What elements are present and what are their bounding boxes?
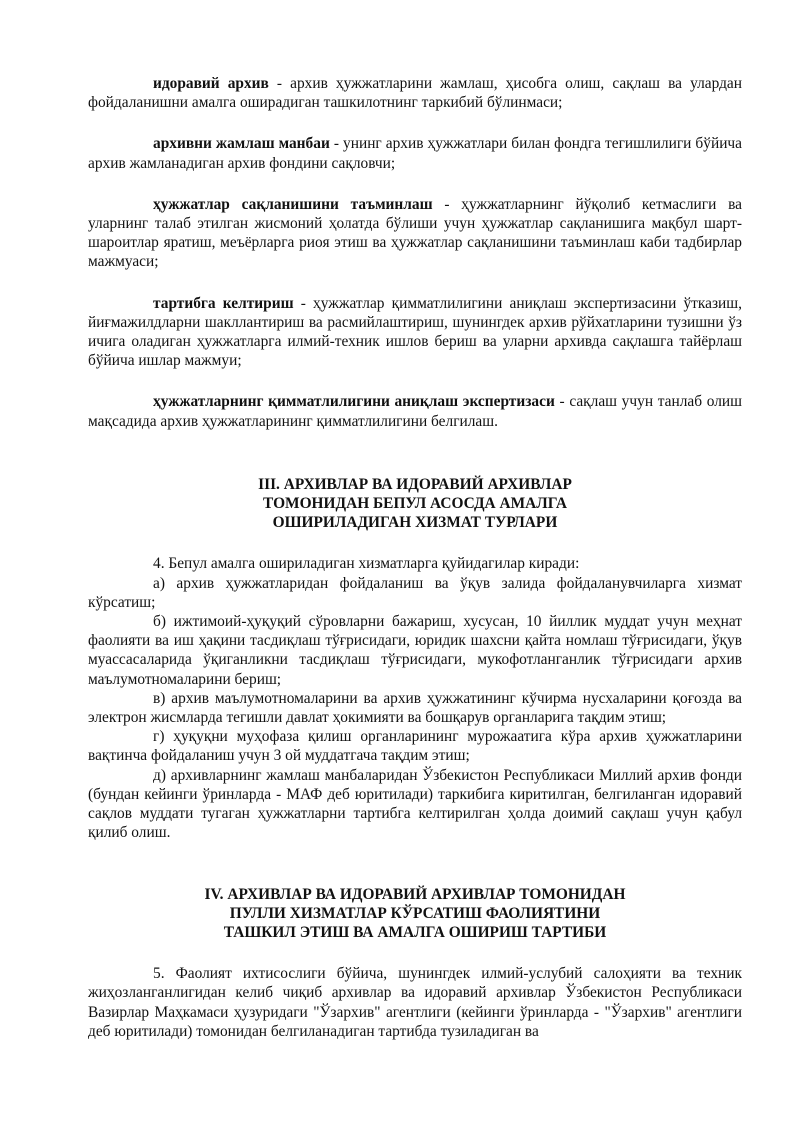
heading-line: ОШИРИЛАДИГАН ХИЗМАТ ТУРЛАРИ <box>272 514 558 532</box>
section-3-paragraph: 4. Бепул амалга ошириладиган хизматларга қуйидагилар киради: <box>153 555 580 573</box>
section-3-paragraph: г) ҳуқуқни муҳофаза қилиш органларининг мурожаатига кўра архив ҳужжатларини вақтинча фойдаланиш учун 3 ой муддатгача тақдим этиш; <box>88 728 742 765</box>
definition-term: тартибга келтириш <box>153 294 294 312</box>
heading-line: ТАШКИЛ ЭТИШ ВА АМАЛГА ОШИРИШ ТАРТИБИ <box>223 923 607 941</box>
section-3-paragraph: б) ижтимоий-ҳуқуқий сўровларни бажариш, хусусан, 10 йиллик муддат учун меҳнат фаолияти ва иш ҳақини тасдиқлаш тўғрисидаги, юридик шахсни қайта номлаш тўғрисидаги, ўқув муассасаларида ўқиганликни тасдиқлаш тўғрисидаги, мукофотланганлик тўғрисидаги архив маълумотномаларини бериш; <box>88 613 742 688</box>
heading-line: IV. АРХИВЛАР ВА ИДОРАВИЙ АРХИВЛАР ТОМОНИДАН <box>204 885 626 903</box>
definition-term: ҳужжатлар сақланишини таъминлаш <box>153 195 433 213</box>
definition-paragraph <box>88 294 742 371</box>
section-4-paragraph: 5. Фаолият ихтисослиги бўйича, шунингдек илмий-услубий салоҳияти ва техник жиҳозланганлигидан келиб чиқиб архивлар ва идоравий архивлар Ўзбекистон Республикаси Вазирлар Маҳкамаси ҳузуридаги "Ўзархив" агентлиги (кейинги ўринларда - "Ўзархив" агентлиги деб юритилади) томонидан белгиланадиган тартибда тузиладиган ва <box>88 965 742 1040</box>
section-4-heading <box>88 885 742 943</box>
section-3-paragraph: в) архив маълумотномаларини ва архив ҳужжатининг кўчирма нусхаларини қоғозда ва электрон жисмларда тегишли давлат ҳокимияти ва бошқарув органларига тақдим этиш; <box>88 689 742 727</box>
heading-line: ПУЛЛИ ХИЗМАТЛАР КЎРСАТИШ ФАОЛИЯТИНИ <box>229 904 601 922</box>
definition-paragraph <box>88 134 742 172</box>
section-3-heading <box>88 475 742 533</box>
definition-paragraph <box>88 392 742 430</box>
section-3-paragraph: а) архив ҳужжатларидан фойдаланиш ва ўқув залида фойдаланувчиларга хизмат кўрсатиш; <box>88 574 742 611</box>
definition-paragraph <box>88 74 742 112</box>
definition-text: - ҳужжатларнинг йўқолиб кетмаслиги ва уларнинг талаб этилган жисмоний ҳолатда бўлиши учун ҳужжатлар сақланишига мақбул шарт-шароитлар яратиш, меъёрларга риоя этиш ва ҳужжатлар сақланишини таъминлаш каби тадбирлар мажмуаси; <box>88 195 742 271</box>
definition-text: - сақлаш учун танлаб олиш мақсадида архив ҳужжатларининг қимматлилигини белгилаш. <box>88 393 742 430</box>
section-3-paragraph: д) архивларнинг жамлаш манбаларидан Ўзбекистон Республикаси Миллий архив фонди (бундан кейинги ўринларда - МАФ деб юритилади) таркибига киритилган, белгиланган идоравий сақлов муддати тугаган ҳужжатларни тартибга келтирилган ҳолда доимий сақлаш учун қабул қилиб олиш. <box>88 766 742 842</box>
definition-text: - архив ҳужжатларини жамлаш, ҳисобга олиш, сақлаш ва улардан фойдаланишни амалга оширадиган ташкилотнинг таркибий бўлинмаси; <box>88 75 742 112</box>
definition-term: идоравий архив <box>153 75 269 92</box>
document-page <box>88 74 742 1041</box>
heading-line: ТОМОНИДАН БЕПУЛ АСОСДА АМАЛГА <box>263 495 567 513</box>
definition-term: ҳужжатларнинг қимматлилигини аниқлаш экспертизаси <box>153 393 555 411</box>
definition-text: - ҳужжатлар қимматлилигини аниқлаш экспертизасини ўтказиш, йиғмажилдларни шакллантириш ва расмийлаштириш, шунингдек архив рўйхатларини тузишни ўз ичига оладиган ҳужжатларга илмий-техник ишлов бериш ва уларни архивда сақлашга тайёрлаш бўйича ишлар мажмуи; <box>88 294 742 370</box>
definition-text: - унинг архив ҳужжатлари билан фондга тегишлилиги бўйича архив жамланадиган архив фондини сақловчи; <box>88 135 742 172</box>
definition-paragraph <box>88 195 742 272</box>
heading-line: III. АРХИВЛАР ВА ИДОРАВИЙ АРХИВЛАР <box>258 475 572 493</box>
definition-term: архивни жамлаш манбаи <box>153 135 330 153</box>
